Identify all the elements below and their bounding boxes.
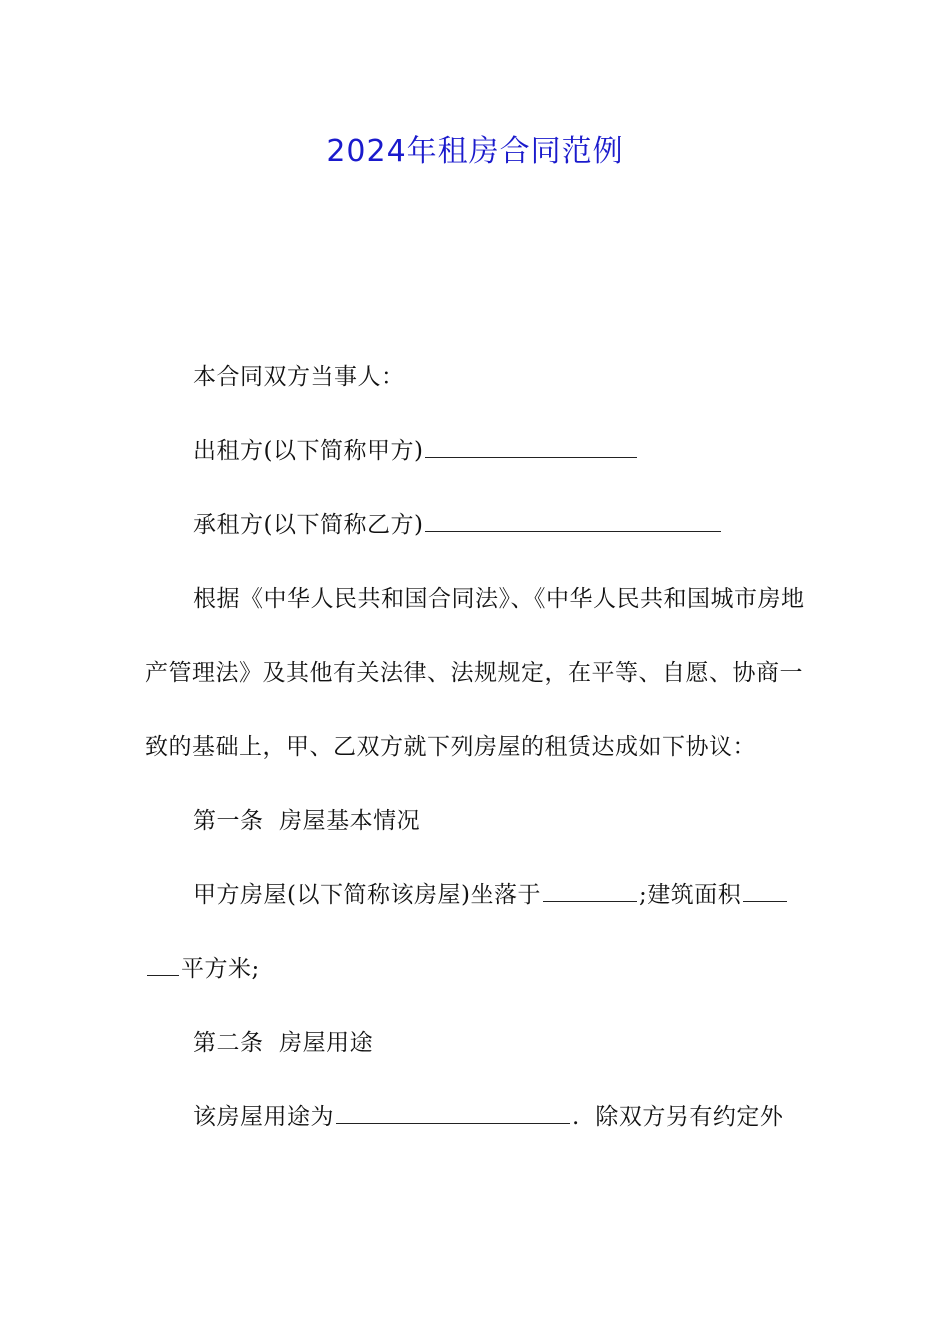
- document-title: 2024年租房合同范例: [326, 134, 624, 169]
- area-blank: [743, 900, 787, 902]
- article1-heading: 第一条 房屋基本情况: [193, 808, 421, 834]
- lessee-label: 承租方(以下简称乙方): [193, 512, 424, 538]
- article1-text-b: ;建筑面积: [638, 882, 742, 908]
- location-blank: [543, 900, 637, 902]
- article2-text-a: 该房屋用途为: [193, 1104, 334, 1130]
- article2-paragraph: [145, 1080, 810, 1154]
- article1-paragraph: [145, 858, 810, 1006]
- lessor-blank: [425, 456, 637, 458]
- parties-intro: 本合同双方当事人：: [193, 364, 405, 390]
- article2-heading: 第二条 房屋用途: [193, 1030, 374, 1056]
- lessor-line: [145, 414, 810, 488]
- lessee-line: [145, 488, 810, 562]
- lessor-label: 出租方(以下简称甲方): [193, 438, 424, 464]
- use-blank: [336, 1122, 570, 1124]
- area-blank-continued: [147, 974, 179, 976]
- article2-text-b: . 除双方另有约定外: [572, 1104, 784, 1130]
- article1-text-a: 甲方房屋(以下简称该房屋)坐落于: [193, 882, 541, 908]
- article1-text-c: 平方米;: [181, 956, 260, 982]
- lessee-blank: [425, 530, 721, 532]
- preamble-paragraph: 根据《中华人民共和国合同法》、《中华人民共和国城市房地产管理法》及其他有关法律、法规规定，在平等、自愿、协商一致的基础上，甲、乙双方就下列房屋的租赁达成如下协议：: [145, 586, 805, 760]
- document-body: [145, 340, 810, 1154]
